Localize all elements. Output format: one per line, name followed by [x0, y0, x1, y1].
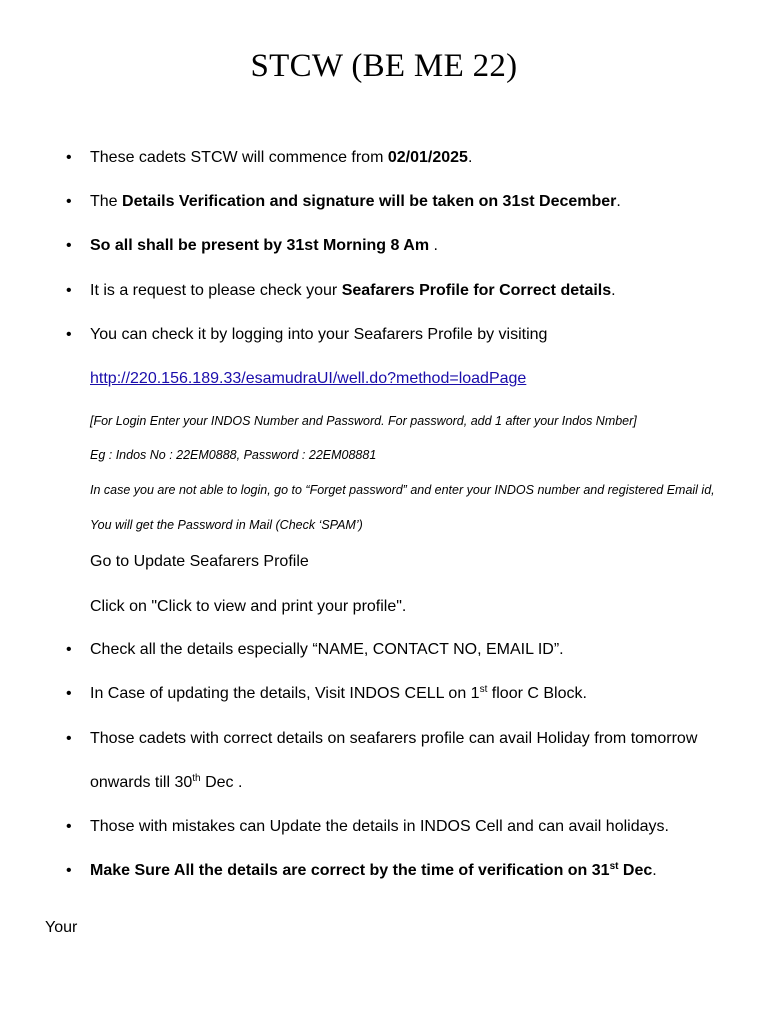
list-item-holiday-line2: [90, 773, 750, 793]
text-segment: The: [90, 193, 123, 210]
list-item-indos-cell: [90, 684, 750, 704]
bullet-icon: [66, 684, 76, 704]
text-segment: It is a request to please check your: [90, 282, 342, 299]
bullet-icon: [66, 192, 76, 212]
text-segment: These cadets STCW will commence from: [90, 149, 388, 166]
bullet-icon: [66, 236, 76, 256]
list-item-mistakes: Those with mistakes can Update the details in INDOS Cell and can avail holidays.: [90, 818, 669, 835]
text-segment: Dec .: [200, 774, 243, 791]
profile-link-row: [90, 369, 750, 389]
text-segment: .: [467, 149, 473, 166]
text-segment: Make Sure All the details are correct by the time of verification on 31: [90, 862, 610, 879]
ordinal-suffix: th: [192, 773, 201, 784]
bullet-icon: [66, 817, 76, 837]
text-segment: Dec: [618, 862, 653, 879]
attendance-note: So all shall be present by 31st Morning 8 Am: [90, 237, 430, 254]
closing-text: Your: [45, 919, 78, 936]
list-item-verification: [90, 192, 750, 212]
example-note: Eg : Indos No : 22EM0888, Password : 22EM08881: [90, 448, 377, 462]
mail-note: You will get the Password in Mail (Check ‘SPAM’): [90, 518, 363, 532]
forget-password-note: In case you are not able to login, go to “Forget password” and enter your INDOS number and registered Email id,: [90, 483, 715, 497]
commence-date: 02/01/2025: [387, 149, 468, 166]
ordinal-suffix: st: [479, 684, 488, 695]
page-title: STCW (BE ME 22): [250, 48, 518, 84]
list-item-make-sure: [90, 861, 750, 881]
text-segment: onwards till 30: [90, 774, 193, 791]
list-item-check-profile: [90, 281, 750, 301]
step-update-profile: Go to Update Seafarers Profile: [90, 553, 309, 570]
text-segment: .: [652, 862, 657, 879]
list-item-holiday-line1: Those cadets with correct details on seafarers profile can avail Holiday from tomorrow: [90, 730, 698, 747]
text-segment: .: [616, 193, 621, 210]
bullet-icon: [66, 325, 76, 345]
bullet-icon: [66, 148, 76, 168]
text-segment: floor C Block.: [487, 685, 587, 702]
list-item-login-instructions: You can check it by logging into your Seafarers Profile by visiting: [90, 326, 548, 343]
bullet-icon: [66, 640, 76, 660]
text-segment: .: [611, 282, 616, 299]
list-item-commence-date: [90, 148, 750, 168]
bullet-icon: [66, 729, 76, 749]
bullet-icon: [66, 861, 76, 881]
text-segment: In Case of updating the details, Visit INDOS CELL on 1: [90, 685, 480, 702]
step-view-profile: Click on "Click to view and print your profile".: [90, 598, 407, 615]
ordinal-suffix: st: [609, 861, 619, 872]
login-note: [For Login Enter your INDOS Number and Password. For password, add 1 after your Indos Nmber]: [90, 414, 637, 428]
profile-note: Seafarers Profile for Correct details: [341, 282, 612, 299]
make-sure-note: [90, 862, 652, 879]
text-segment: .: [429, 237, 438, 254]
list-item-check-details: Check all the details especially “NAME, CONTACT NO, EMAIL ID”.: [90, 641, 564, 658]
bullet-icon: [66, 281, 76, 301]
list-item-attendance: [90, 236, 750, 256]
verification-note: Details Verification and signature will be taken on 31st December: [122, 193, 617, 210]
profile-link[interactable]: http://220.156.189.33/esamudraUI/well.do?method=loadPage: [90, 370, 527, 387]
